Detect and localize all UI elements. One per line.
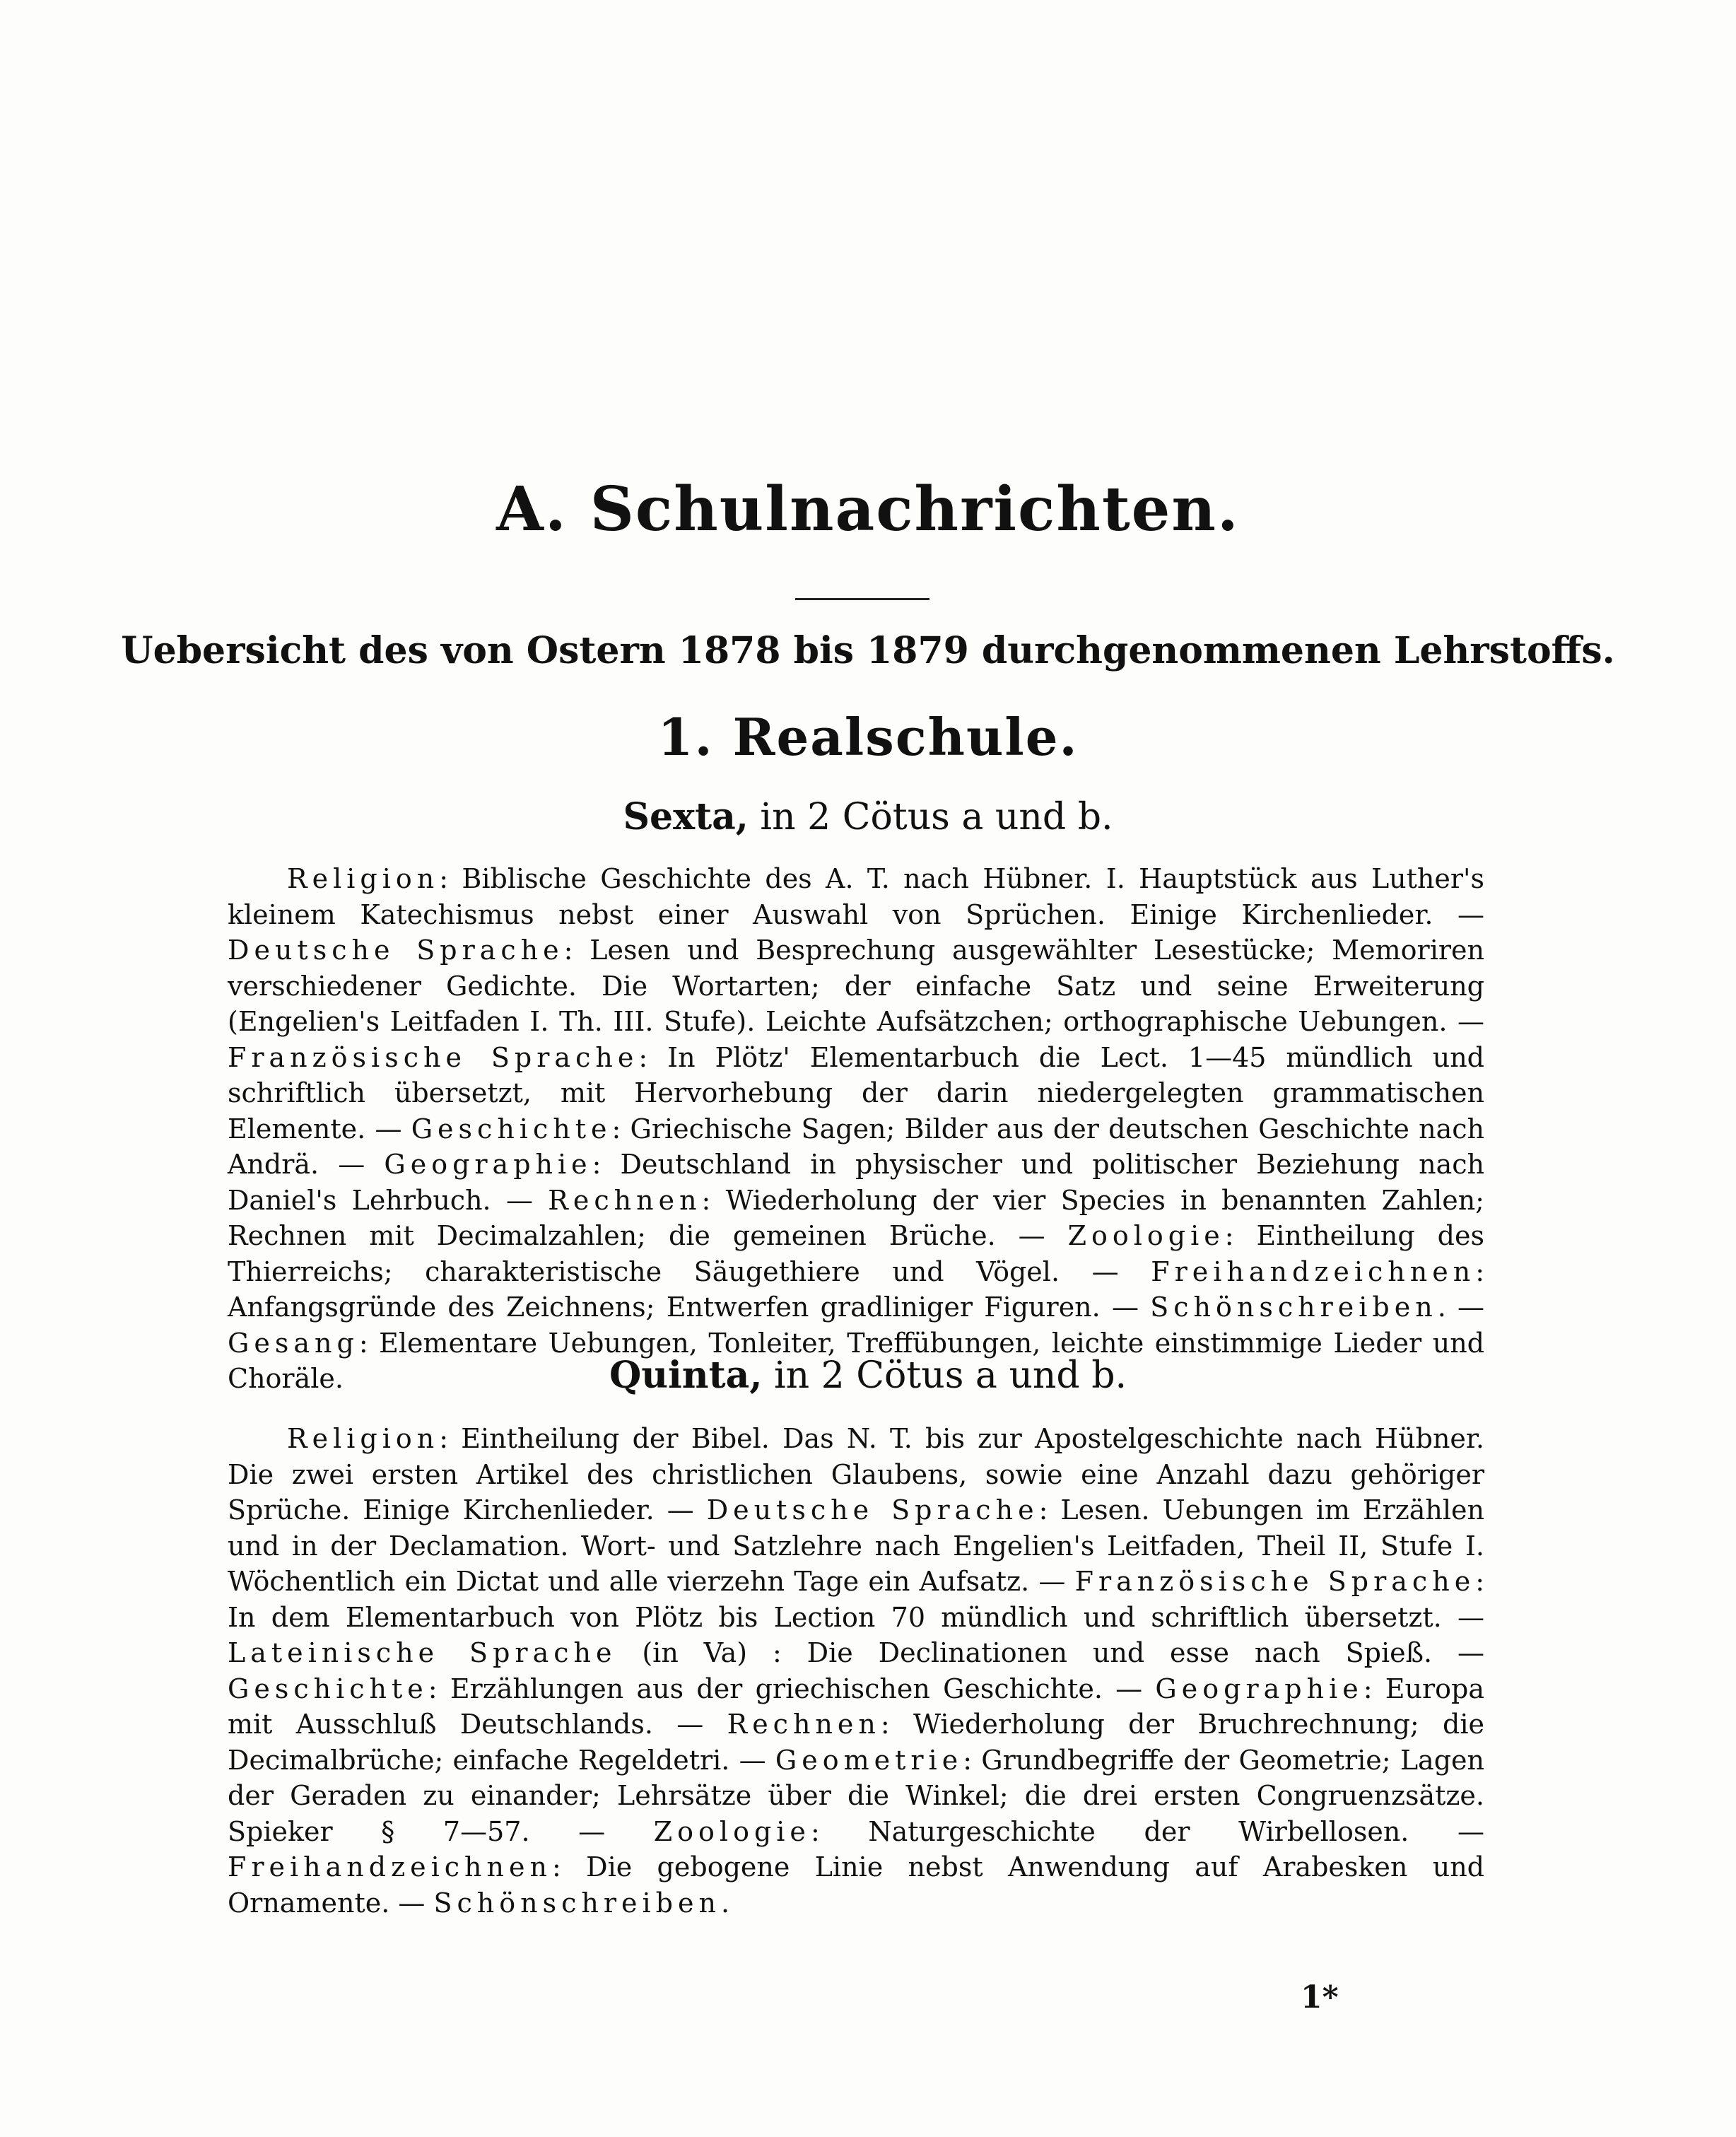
subject-label: Deutsche Sprache [706,1494,1039,1526]
subject-content: (in Va) : Die Declinationen und esse nach Spieß. — [616,1637,1484,1668]
subject-content: : Eintheilung der Bibel. Das N. T. bis zur Apostelgeschichte nach Hübner. Die zwei ersten Artikel des christlichen Glaubens, sowie eine Anzahl dazu gehöriger Sprüche. Einige Kirchenlieder. — [228,1423,1484,1526]
quinta-curriculum [228,1421,1484,1919]
subject-label: Rechnen [727,1709,881,1740]
subject-label: Gesang [228,1327,359,1359]
subject-content: : Eintheilung des Thierreichs; charakteristische Säugethiere und Vögel. — [228,1220,1484,1287]
subject-content: : Wiederholung der Bruchrechnung; die Decimalbrüche; einfache Regeldetri. — [228,1709,1484,1776]
subject-content: : Biblische Geschichte des A. T. nach Hübner. I. Hauptstück aus Luther's kleinem Katechismus nebst einer Auswahl von Sprüchen. Einige Kirchenlieder. — [228,863,1484,930]
subject-content: : Die gebogene Linie nebst Anwendung auf Arabesken und Ornamente. — [228,1851,1484,1919]
subject-label: Zoologie [653,1815,811,1847]
subject-content: : Anfangsgründe des Zeichnens; Entwerfen gradliniger Figuren. — [228,1255,1484,1323]
subject-content: : Griechische Sagen; Bilder aus der deutschen Geschichte nach Andrä. — [228,1113,1484,1180]
subject-label: Rechnen [548,1184,702,1216]
subject-content: : Wiederholung der vier Species in benannten Zahlen; Rechnen mit Decimalzahlen; die gemeinen Brüche. — [228,1184,1484,1251]
quinta-name: Quinta, [609,1354,763,1397]
subject-label: Französische Sprache [1074,1566,1476,1597]
subject-content: : In dem Elementarbuch von Plötz bis Lection 70 mündlich und schriftlich übersetzt. — [228,1566,1484,1633]
subject-label: Freihandzeichnen [1151,1255,1476,1287]
quinta-cohorts: in 2 Cötus a und b. [762,1354,1127,1397]
quinta-heading [0,1354,1736,1397]
subject-content: : Deutschland in physischer und politischer Beziehung nach Daniel's Lehrbuch. — [228,1149,1484,1216]
subject-content: : Grundbegriffe der Geometrie; Lagen der Geraden zu einander; Lehrsätze über die Winkel; die drei ersten Congruenzsätze. Spieker § 7—57. — [228,1744,1484,1847]
subject-content: : Lesen und Besprechung ausgewählter Lesestücke; Memoriren verschiedener Gedichte. Die Wortarten; der einfache Satz und seine Erweiterung (Engelien's Leitfaden I. Th. III. Stufe). Leichte Aufsätzchen; orthographische Uebungen. — [228,935,1484,1037]
subject-content: : Europa mit Ausschluß Deutschlands. — [228,1673,1484,1740]
subject-label: Schönschreiben [1150,1292,1438,1323]
subject-label: Geschichte [228,1673,428,1704]
subject-label: Deutsche Sprache [228,935,564,966]
sexta-cohorts: in 2 Cötus a und b. [748,796,1113,838]
subject-label: Lateinische Sprache [228,1637,617,1668]
overview-heading: Uebersicht des von Ostern 1878 bis 1879 durchgenommenen Lehrstoffs. [121,629,1615,672]
subject-content: : Erzählungen aus der griechischen Geschichte. — [428,1673,1156,1704]
subject-label: Schönschreiben [433,1887,721,1919]
title-divider [795,598,929,600]
subject-label: Französische Sprache [228,1041,639,1073]
subject-content: : Elementare Uebungen, Tonleiter, Treffübungen, leichte einstimmige Lieder und Choräle. [228,1327,1484,1394]
subject-label: Religion [287,1423,440,1454]
subject-label: Freihandzeichnen [228,1851,552,1883]
subject-content: : In Plötz' Elementarbuch die Lect. 1—45 mündlich und schriftlich übersetzt, mit Hervorhebung der darin niedergelegten grammatischen Elemente. — [228,1041,1484,1144]
page-number: 1* [1301,1979,1339,2015]
subject-content: . [720,1887,730,1919]
subject-label: Geometrie [775,1744,963,1776]
school-heading: 1. Realschule. [657,707,1079,767]
subject-content: : Naturgeschichte der Wirbellosen. — [810,1815,1484,1847]
subject-label: Zoologie [1067,1220,1225,1251]
sexta-name: Sexta, [623,795,749,838]
subject-content: . — [1437,1292,1484,1323]
subject-label: Religion [287,863,440,894]
subject-label: Geographie [384,1149,592,1180]
sexta-heading [0,795,1736,838]
subject-label: Geographie [1155,1673,1363,1704]
subject-content: : Lesen. Uebungen im Erzählen und in der Declamation. Wort- und Satzlehre nach Engelien's Leitfaden, Theil II, Stufe I. Wöchentlich ein Dictat und alle vierzehn Tage ein Aufsatz. — [228,1494,1484,1597]
subject-label: Geschichte [411,1113,612,1144]
page-title: A. Schulnachrichten. [496,474,1240,545]
